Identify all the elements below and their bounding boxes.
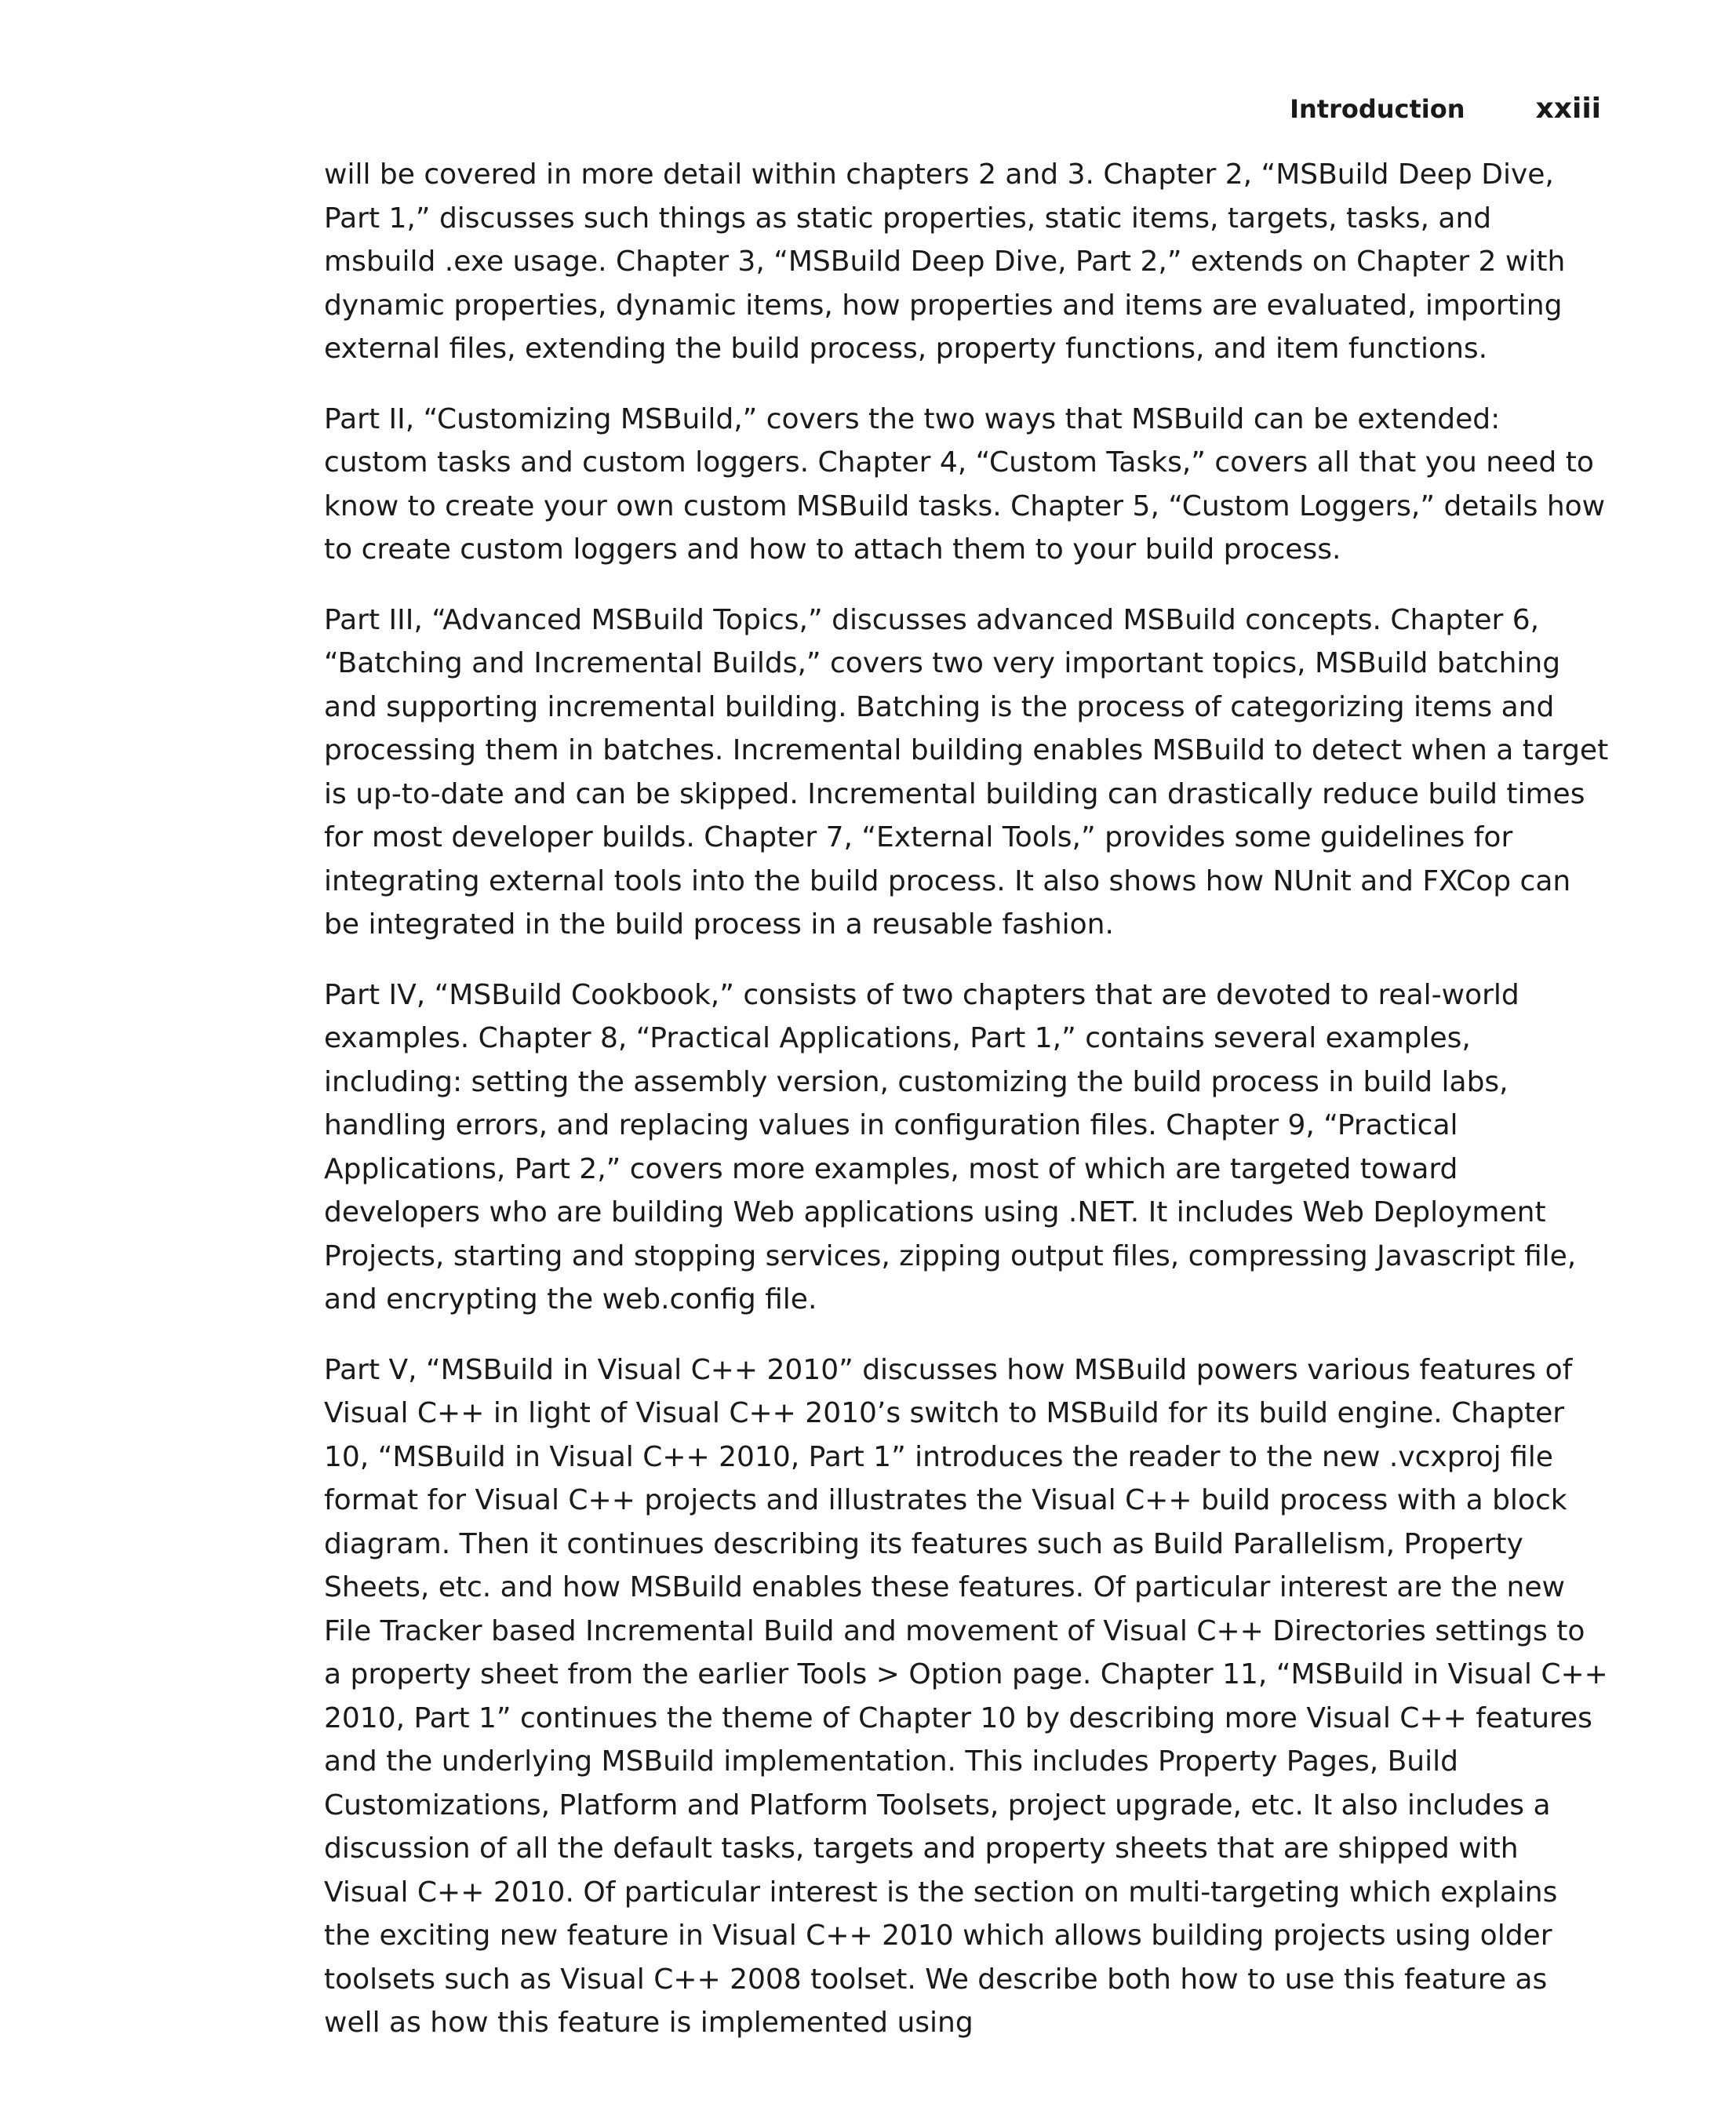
paragraph-chapters-2-3: will be covered in more detail within chapters 2 and 3. Chapter 2, “MSBuild Deep Dive, Part 1,” discusses such things as static properties, static items, targets, tasks, and msbuild .exe usage. Chapter 3, “MSBuild Deep Dive, Part 2,” extends on Chapter 2 with dynamic properties, dynamic items, how properties and items are evaluated, importing external files, extending the build process, property functions, and item functions. — [324, 158, 1566, 365]
paragraph-part-3: Part III, “Advanced MSBuild Topics,” discusses advanced MSBuild concepts. Chapter 6, “Batching and Incremental Builds,” covers two very important topics, MSBuild batching and supporting incremental building. Batching is the process of categorizing items and processing them in batches. Incremental building enables MSBuild to detect when a target is up-to-date and can be skipped. Incremental building can drastically reduce build times for most developer builds. Chapter 7, “External Tools,” provides some guidelines for integrating external tools into the build process. It also shows how NUnit and FXCop can be integrated in the build process in a reusable fashion. — [324, 603, 1609, 941]
paragraph-part-4: Part IV, “MSBuild Cookbook,” consists of two chapters that are devoted to real-world examples. Chapter 8, “Practical Applications, Part 1,” contains several examples, including: setting the assembly version, customizing the build process in build labs, handling errors, and replacing values in configuration files. Chapter 9, “Practical Applications, Part 2,” covers more examples, most of which are targeted toward developers who are building Web applications using .NET. It includes Web Deployment Projects, starting and stopping services, zipping output files, compressing Javascript file, and encrypting the web.config file. — [324, 978, 1577, 1316]
paragraph-part-2: Part II, “Customizing MSBuild,” covers the two ways that MSBuild can be extended: custom tasks and custom loggers. Chapter 4, “Custom Tasks,” covers all that you need to know to create your own custom MSBuild tasks. Chapter 5, “Custom Loggers,” details how to create custom loggers and how to attach them to your build process. — [324, 402, 1606, 566]
page-number: xxiii — [1535, 93, 1601, 125]
paragraph-part-5: Part V, “MSBuild in Visual C++ 2010” discusses how MSBuild powers various features of Visual C++ in light of Visual C++ 2010’s switch to MSBuild for its build engine. Chapter 10, “MSBuild in Visual C++ 2010, Part 1” introduces the reader to the new .vcxproj file format for Visual C++ projects and illustrates the Visual C++ build process with a block diagram. Then it continues describing its features such as Build Parallelism, Property Sheets, etc. and how MSBuild enables these features. Of particular interest are the new File Tracker based Incremental Build and movement of Visual C++ Directories settings to a property sheet from the earlier Tools > Option page. Chapter 11, “MSBuild in Visual C++ 2010, Part 1” continues the theme of Chapter 10 by describing more Visual C++ features and the underlying MSBuild implementation. This includes Property Pages, Build Customizations, Platform and Platform Toolsets, project upgrade, etc. It also includes a discussion of all the default tasks, targets and property sheets that are shipped with Visual C++ 2010. Of particular interest is the section on multi-targeting which explains the exciting new feature in Visual C++ 2010 which allows building projects using older toolsets such as Visual C++ 2008 toolset. We describe both how to use this feature as well as how this feature is implemented using — [324, 1353, 1608, 2039]
running-header — [1290, 93, 1601, 125]
header-section-title: Introduction — [1290, 94, 1465, 124]
body-text — [324, 153, 1610, 2072]
